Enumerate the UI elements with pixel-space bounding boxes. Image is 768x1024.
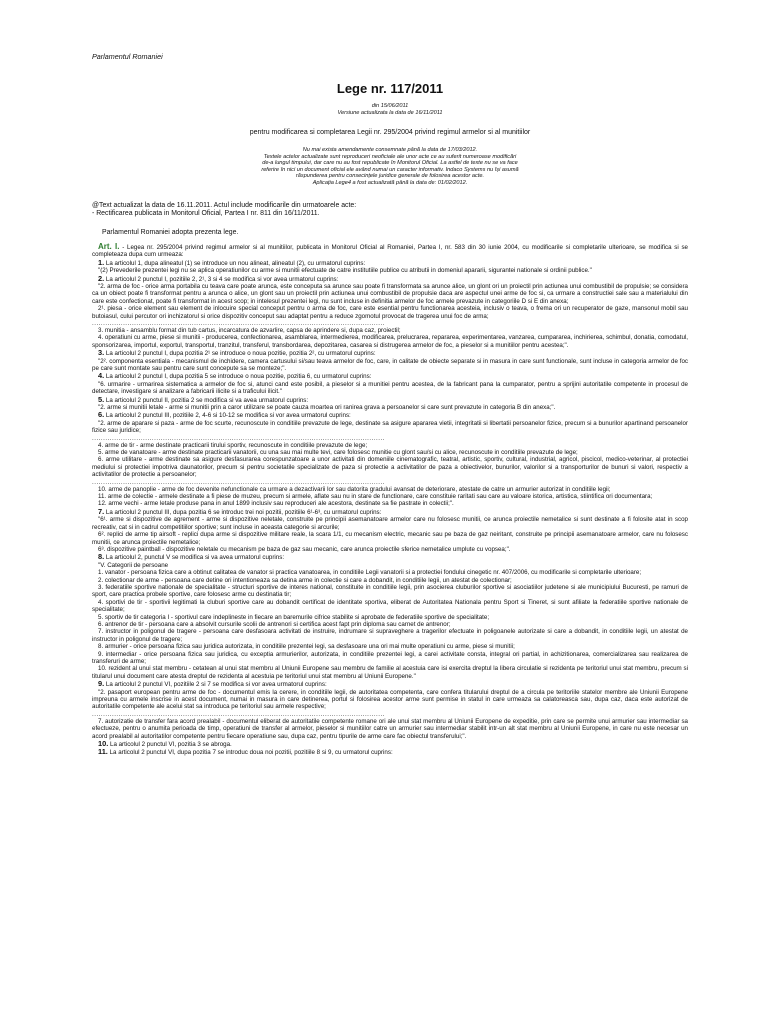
paragraph-text: "2. arme de aparare si paza - arme de foc scurte, recunoscute in conditiile prevazute de lege, destinate sa asigure apararea vietii, integritatii si libertatii persoanelor fizice, precum si a bunurilor apartinand persoanelor fizice sau juridice; — [92, 419, 688, 435]
notice-line: de-a lungul timpului, dar care nu au fost republicate în Monitorul Oficial. La astfel de texte nu se va face — [262, 160, 518, 166]
paragraph-text: 6³. dispozitive paintball - dispozitive neletale cu mecanism pe baza de gaz sau mecanic, care arunca proiectile sferice nemetalice umplute cu vopsea;". — [98, 545, 511, 553]
omission-marker: .................................................................................................................................... — [92, 710, 385, 718]
numbered-point — [92, 680, 688, 688]
paragraph-text: - Legea nr. 295/2004 privind regimul armelor si al munitiilor, publicata in Monitorul Oficial al Romaniei, Partea I, nr. 583 din 30 iunie 2004, cu modificarile si completarile ulterioare, se modifica si se completeaza dupa cum urmeaza: — [92, 243, 688, 259]
law-paragraph — [92, 381, 688, 396]
law-paragraph — [92, 569, 688, 576]
law-paragraph — [92, 449, 688, 456]
paragraph-text: 6. antrenor de tir - persoana care a absolvit cursurile scolii de antrenori si certifica acest fapt prin diploma sau carnet de antrenor; — [98, 620, 451, 628]
meta-version: Versiune actualizata la data de 16/11/2011 — [337, 109, 443, 116]
document-meta — [92, 103, 688, 116]
paragraph-text: "2. pasaport european pentru arme de foc - documentul emis la cerere, in conditiile legii, de autoritatea competenta, care confera titularului dreptul de a circula pe teritoriile statelor membre ale Uniunii Europene impreuna cu armele inscrise in acest document, numai in masura in care detinerea, portul si folosirea acestor arme sunt permise in statul in care urmeaza sa calatoreasca sau, dupa caz, daca este autorizat de autoritatile competente ale acelui stat sa introduca pe teritoriul sau armele respective; — [92, 688, 688, 711]
omission-marker: .................................................................................................................................... — [92, 478, 385, 486]
omission-marker: .................................................................................................................................... — [92, 434, 385, 442]
law-paragraph — [92, 486, 688, 493]
paragraph-text: La articolul 2 punctul I, pozitiile 2, 2¹, 3 si 4 se modifica si vor avea urmatorul cuprins: — [104, 275, 339, 283]
article-label: Art. I. — [98, 241, 120, 251]
paragraph-text: 8. armurier - orice persoana fizica sau juridica autorizata, in conditiile prezentei legi, sa desfasoare una ori mai multe operatiuni cu arme, piese si munitii; — [98, 643, 515, 651]
law-paragraph — [92, 327, 688, 334]
notice-line: referire în nici un document oficial ele având numai un caracter informativ. Indaco Systems nu își asumă — [261, 166, 519, 173]
meta-date: din 15/06/2011 — [371, 103, 409, 109]
numbered-point — [92, 748, 688, 756]
paragraph-text: 10. arme de panoplie - arme de foc devenite nefunctionale ca urmare a dezactivarii lor sau datorita gradului avansat de deteriorare, atestate de catre un armurier autorizat in conditiile legii; — [98, 485, 611, 493]
paragraph-text: 5. arme de vanatoare - arme destinate practicarii vanatorii, cu una sau mai multe tevi, care folosesc munitie cu glont sau/si cu alice, recunoscute in conditiile prevazute de lege; — [98, 449, 578, 457]
law-paragraph — [92, 305, 688, 320]
notice-line: răspunderea pentru consecințele juridice generale de folosirea acestor acte. — [295, 173, 485, 179]
paragraph-text: 2¹. piesa - orice element sau element de inlocuire special conceput pentru o arma de foc, care este esential pentru functionarea acesteia, inclusiv o teava, o frema ori un recuperator de gaze, mansonul mobil sau butoiasul, cului percutor ori inchizatorul si orice dispozitiv conceput sau adaptat pentru a reduce zgomotul provocat de tragerea unui foc de arma; — [92, 305, 688, 320]
law-paragraph — [92, 689, 688, 711]
paragraph-text: "V. Categorii de persoane — [98, 561, 169, 569]
adoption-statement: Parlamentul Romaniei adopta prezenta lege. — [102, 228, 239, 236]
law-paragraph — [92, 516, 688, 531]
law-paragraph — [92, 621, 688, 628]
paragraph-text: 10. rezident al unui stat membru - cetatean al unui stat membru al Uniunii Europene sau membru de familie al acestuia care isi exercita dreptul la libera circulatie si rezidenta pe teritoriul unui stat membru, precum si titularul unui document care atesta dreptul de rezidenta al acestuia pe teritoriul unui stat membru al Uniunii Europene." — [92, 665, 688, 680]
law-paragraph — [92, 599, 688, 614]
numbered-point — [92, 553, 688, 561]
paragraph-text: 7. autorizatie de transfer fara acord prealabil - documentul eliberat de autoritatile competente romane ori ale unui stat membru al Uniunii Europene de expeditie, prin care se permite unui armurier sau intermediar sa efectueze, pentru o anumita perioada de timp, operatiuni de transfer al armelor, pieselor si munitiilor catre un armurier sau intermediar stabilit intr-un alt stat membru al Uniunii Europene, in care nu este necesar un acord prealabil al autoritatilor competente pentru fiecare operatiune sau, dupa caz, pentru tipurile de arme care fac obiectul transferului;". — [92, 717, 688, 740]
point-number: 3. — [98, 348, 105, 358]
paragraph-text: 11. arme de colectie - armele destinate a fi piese de muzeu, precum si armele, aflate sau nu in stare de functionare, care constituie raritati sau care au valoare istorica, artistica, stiintifica ori documentara; — [98, 493, 653, 501]
law-paragraph — [92, 420, 688, 435]
notice-line: Nu mai exista amendamente consemnate până la data de 17/03/2012. — [302, 147, 478, 153]
law-body — [92, 243, 688, 757]
point-number: 11. — [98, 747, 108, 757]
paragraph-text: La articolul 2 punctul III, pozitiile 2, 4-6 si 10-12 se modifica si vor avea urmatorul cuprins: — [104, 412, 351, 420]
law-paragraph — [92, 546, 688, 553]
numbered-point — [92, 396, 688, 404]
paragraph-text: La articolul 2 punctul II, pozitia 2 se modifica si va avea urmatorul cuprins: — [104, 396, 309, 404]
paragraph-text: "2. arma de foc - orice arma portabila cu teava care poate arunca, este conceputa sa arunce sau poate fi transformata sa arunce alice, un glont ori un proiectil prin actiunea unui combustibil de propulsie; se considera ca un obiect poate fi transformat pentru a arunca o alice, un glont sau un proiectil prin actiunea unui combustibil de propulsie daca are aspectul unei arme de foc si, ca urmare a constructiei sale sau a materialului din care este confectionat, poate fi transformat in acest scop; in intelesul prezentei legi, nu sunt incluse in definitia armelor de foc armele prevazute in categoriile D si E din anexa; — [92, 282, 688, 305]
law-paragraph — [92, 577, 688, 584]
article-paragraph — [92, 243, 688, 259]
update-note-line: - Rectificarea publicata in Monitorul Oficial, Partea I nr. 811 din 16/11/2011. — [92, 210, 320, 218]
paragraph-text: 6². replici de arme tip airsoft - replici dupa arme si dispozitive militare reale, la scara 1/1, cu mecanism electric, mecanic sau pe baza de gaz neiritant, construite pe principii asemanatoare armelor, care nu folosesc munitii, ce arunca proiectile nemetalice; — [92, 531, 688, 546]
paragraph-text: 2. colectionar de arme - persoana care detine ori intentioneaza sa detina arme in colectie si care a dobandit, in conditiile legii, un atestat de colectionar; — [98, 576, 512, 584]
point-number: 5. — [98, 394, 105, 404]
law-paragraph — [92, 614, 688, 621]
document-header: Parlamentul Romaniei — [92, 52, 163, 61]
paragraph-text: La articolul 1, dupa alineatul (1) se introduce un nou alineat, alineatul (2), cu urmatorul cuprins: — [104, 259, 366, 267]
point-number: 10. — [98, 739, 109, 749]
paragraph-text: "2. arme si munitii letale - arme si munitii prin a caror utilizare se poate cauza moartea ori ranirea grava a persoanelor si care sunt prevazute in categoria B din anexa;". — [98, 404, 556, 412]
paragraph-text: 3. munitia - ansamblu format din tub cartus, incarcatura de azvarlire, capsa de aprindere si, dupa caz, proiectil; — [98, 326, 401, 334]
numbered-point — [92, 372, 688, 380]
law-paragraph — [92, 500, 688, 507]
paragraph-text: 7. instructor in poligonul de tragere - persoana care desfasoara activitati de instruire, indrumare si supraveghere a tragerilor efectuate in poligoanele autorizate si care a dobandit, in conditiile legii, un atestat de instructor in poligonul de tragere; — [92, 628, 688, 643]
paragraph-text: 4. operatiuni cu arme, piese si munitii - producerea, confectionarea, asamblarea, intermedierea, modificarea, prelucrarea, repararea, experimentarea, vanzarea, cumpararea, inchirierea, schimbul, donatia, comodatul, sponsorizarea, importul, exportul, transportul, tranzitul, transferul, transbordarea, depozitarea, casarea si distrugerea armelor de foc, a pieselor si a munitiilor pentru acestea;". — [92, 334, 688, 349]
point-number: 4. — [98, 371, 105, 381]
point-number: 7. — [98, 506, 105, 516]
omission-marker: .................................................................................................................................... — [92, 319, 385, 327]
paragraph-text: 9. intermediar - orice persoana fizica sau juridica, cu exceptia armurierilor, autorizata, in conditiile prezentei legi, a carei activitate consta, integral ori partial, in achizitionarea, comercializarea sau realizarea de transferuri de arme; — [92, 650, 688, 666]
law-paragraph — [92, 267, 688, 274]
point-number: 1. — [98, 257, 105, 267]
paragraph-text: "6. urmarire - urmarirea sistematica a armelor de foc si, atunci cand este posibil, a pieselor si a munitiei pentru acestea, de la fabricant pana la cumparator, pentru a sprijini autoritatile competente in procesul de detectare, investigare si analizare a fabricarii ilicite si a traficului ilicit." — [92, 380, 688, 396]
point-number: 2. — [98, 273, 105, 283]
update-note-line: @Text actualizat la data de 16.11.2011. Actul include modificarile din urmatoarele acte: — [92, 202, 357, 209]
law-paragraph — [92, 493, 688, 500]
document-page — [92, 52, 688, 1012]
paragraph-text: La articolul 2, punctul V se modifica si va avea urmatorul cuprins: — [104, 554, 285, 562]
point-number: 8. — [98, 552, 105, 562]
legal-notice — [152, 147, 628, 186]
paragraph-text: La articolul 2 punctul I, dupa pozitia 5 se introduce o noua pozitie, pozitia 6, cu urmatorul cuprins: — [104, 373, 372, 381]
law-paragraph — [92, 442, 688, 449]
law-paragraph — [92, 628, 688, 643]
point-number: 6. — [98, 410, 105, 420]
law-paragraph — [92, 584, 688, 599]
law-paragraph — [92, 334, 688, 349]
numbered-point — [92, 275, 688, 283]
paragraph-text: 12. arme vechi - arme letale produse pana in anul 1899 inclusiv sau reproduceri ale acestora, destinate sa fie pastrate in colectii;". — [98, 500, 454, 508]
paragraph-text: 4. sportivi de tir - sportivii legitimati la cluburi sportive care au dobandit certificat de identitate sportiva, eliberat de Autoritatea Nationala pentru Sport si Tineret, si sunt afiliate la federatiile sportive nationale de specialitate; — [92, 598, 688, 614]
law-paragraph — [92, 456, 688, 478]
point-number: 9. — [98, 679, 105, 689]
paragraph-text: La articolul 2 punctul III, dupa pozitia 6 se introduc trei noi pozitii, pozitiile 6¹-6³, cu urmatorul cuprins: — [104, 508, 382, 516]
numbered-point — [92, 508, 688, 516]
paragraph-text: "(2) Prevederile prezentei legi nu se aplica operatiunilor cu arme si munitii efectuate de catre institutiile publice cu atributii in domeniul apararii, sigurantei nationale si ordinii publice." — [98, 267, 592, 275]
law-paragraph — [92, 358, 688, 373]
document-subtitle: pentru modificarea si completarea Legii nr. 295/2004 privind regimul armelor si al munitiilor — [249, 129, 531, 136]
paragraph-text: "2². componenta esentiala - mecanismul de inchidere, camera cartusului si/sau teava armelor de foc, care, in calitate de obiecte separate si in masura in care sunt functionale, sunt incluse in categoria armelor de foc pe care sunt montate sau pentru care sunt concepute sa se monteze;". — [92, 357, 688, 372]
numbered-point — [92, 349, 688, 357]
notice-line: Aplicația Lege4 a fost actualizată până la data de: 01/02/2012. — [312, 179, 468, 186]
notice-line: Textele actelor actualizate sunt reproduceri neoficiale ale unor acte ce au suferit numeroase modificări — [263, 153, 517, 160]
law-paragraph — [92, 283, 688, 305]
law-paragraph — [92, 718, 688, 740]
paragraph-text: 1. vanator - persoana fizica care a obtinut calitatea de vanator si practica vanatoarea, in conditiile Legii vanatorii si a protectiei fondului cinegetic nr. 407/2006, cu modificarile si completarile ulterioare; — [98, 569, 642, 577]
law-paragraph — [92, 562, 688, 569]
law-paragraph — [92, 643, 688, 650]
paragraph-text: La articolul 2 punctul I, dupa pozitia 2¹ se introduce o noua pozitie, pozitia 2², cu urmatorul cuprins: — [104, 350, 376, 358]
update-note — [92, 202, 688, 219]
paragraph-text: 3. federatiile sportive nationale de specialitate - structuri sportive de interes national, constituite in conditiile legii, prin asocierea cluburilor sportive si asociatiilor judetene si ale municipiului Bucuresti, pe ramuri de sport, care practica probele sportive, care folosesc arme cu destinatia tir; — [92, 583, 688, 599]
paragraph-text: La articolul 2 punctul VI, dupa pozitia 7 se introduc doua noi pozitii, pozitiile 8 si 9, cu urmatorul cuprins: — [107, 749, 393, 757]
law-paragraph — [92, 651, 688, 666]
paragraph-text: La articolul 2 punctul VI, pozitiile 2 si 7 se modifica si vor avea urmatorul cuprins: — [104, 681, 327, 689]
numbered-point — [92, 259, 688, 267]
paragraph-text: La articolul 2 punctul VI, pozitia 3 se abroga. — [108, 741, 232, 749]
paragraph-text: 6. arme utilitare - arme destinate sa asigure desfasurarea corespunzatoare a unor activitati din domeniile cinematografic, teatral, artistic, sportiv, cultural, industrial, agricol, piscicol, medico-veterinar, al protectiei mediului si protectiei impotriva daunatorilor, precum si pentru societatile specializate de paza si protectie a activitatilor de paza a obiectivelor, bunurilor, valorilor si a transporturilor de bunuri si valori, respectiv a activitatilor de protectie a persoanelor; — [92, 456, 688, 479]
numbered-point — [92, 411, 688, 419]
law-paragraph — [92, 531, 688, 546]
numbered-point — [92, 740, 688, 748]
document-title: Lege nr. 117/2011 — [336, 81, 444, 96]
paragraph-text: "6¹. arme si dispozitive de agrement - arme si dispozitive neletale, construite pe principii asemanatoare armelor care nu folosesc munitii, ce arunca proiectile nemetalice si sunt destinate a fi folosite atat in scop recreativ, cat si in cadrul competitiilor sportive; sunt incluse in aceasta categorie si arcurile; — [92, 516, 688, 531]
law-paragraph — [92, 665, 688, 680]
paragraph-text: 4. arme de tir - arme destinate practicarii tirului sportiv, recunoscute in conditiile prevazute de lege; — [98, 441, 368, 449]
law-paragraph — [92, 404, 688, 411]
paragraph-text: 5. sportiv de tir categoria I - sportivul care indeplineste in fiecare an baremurile cifrice stabilite si aprobate de federatiile sportive de specialitate; — [98, 613, 490, 621]
